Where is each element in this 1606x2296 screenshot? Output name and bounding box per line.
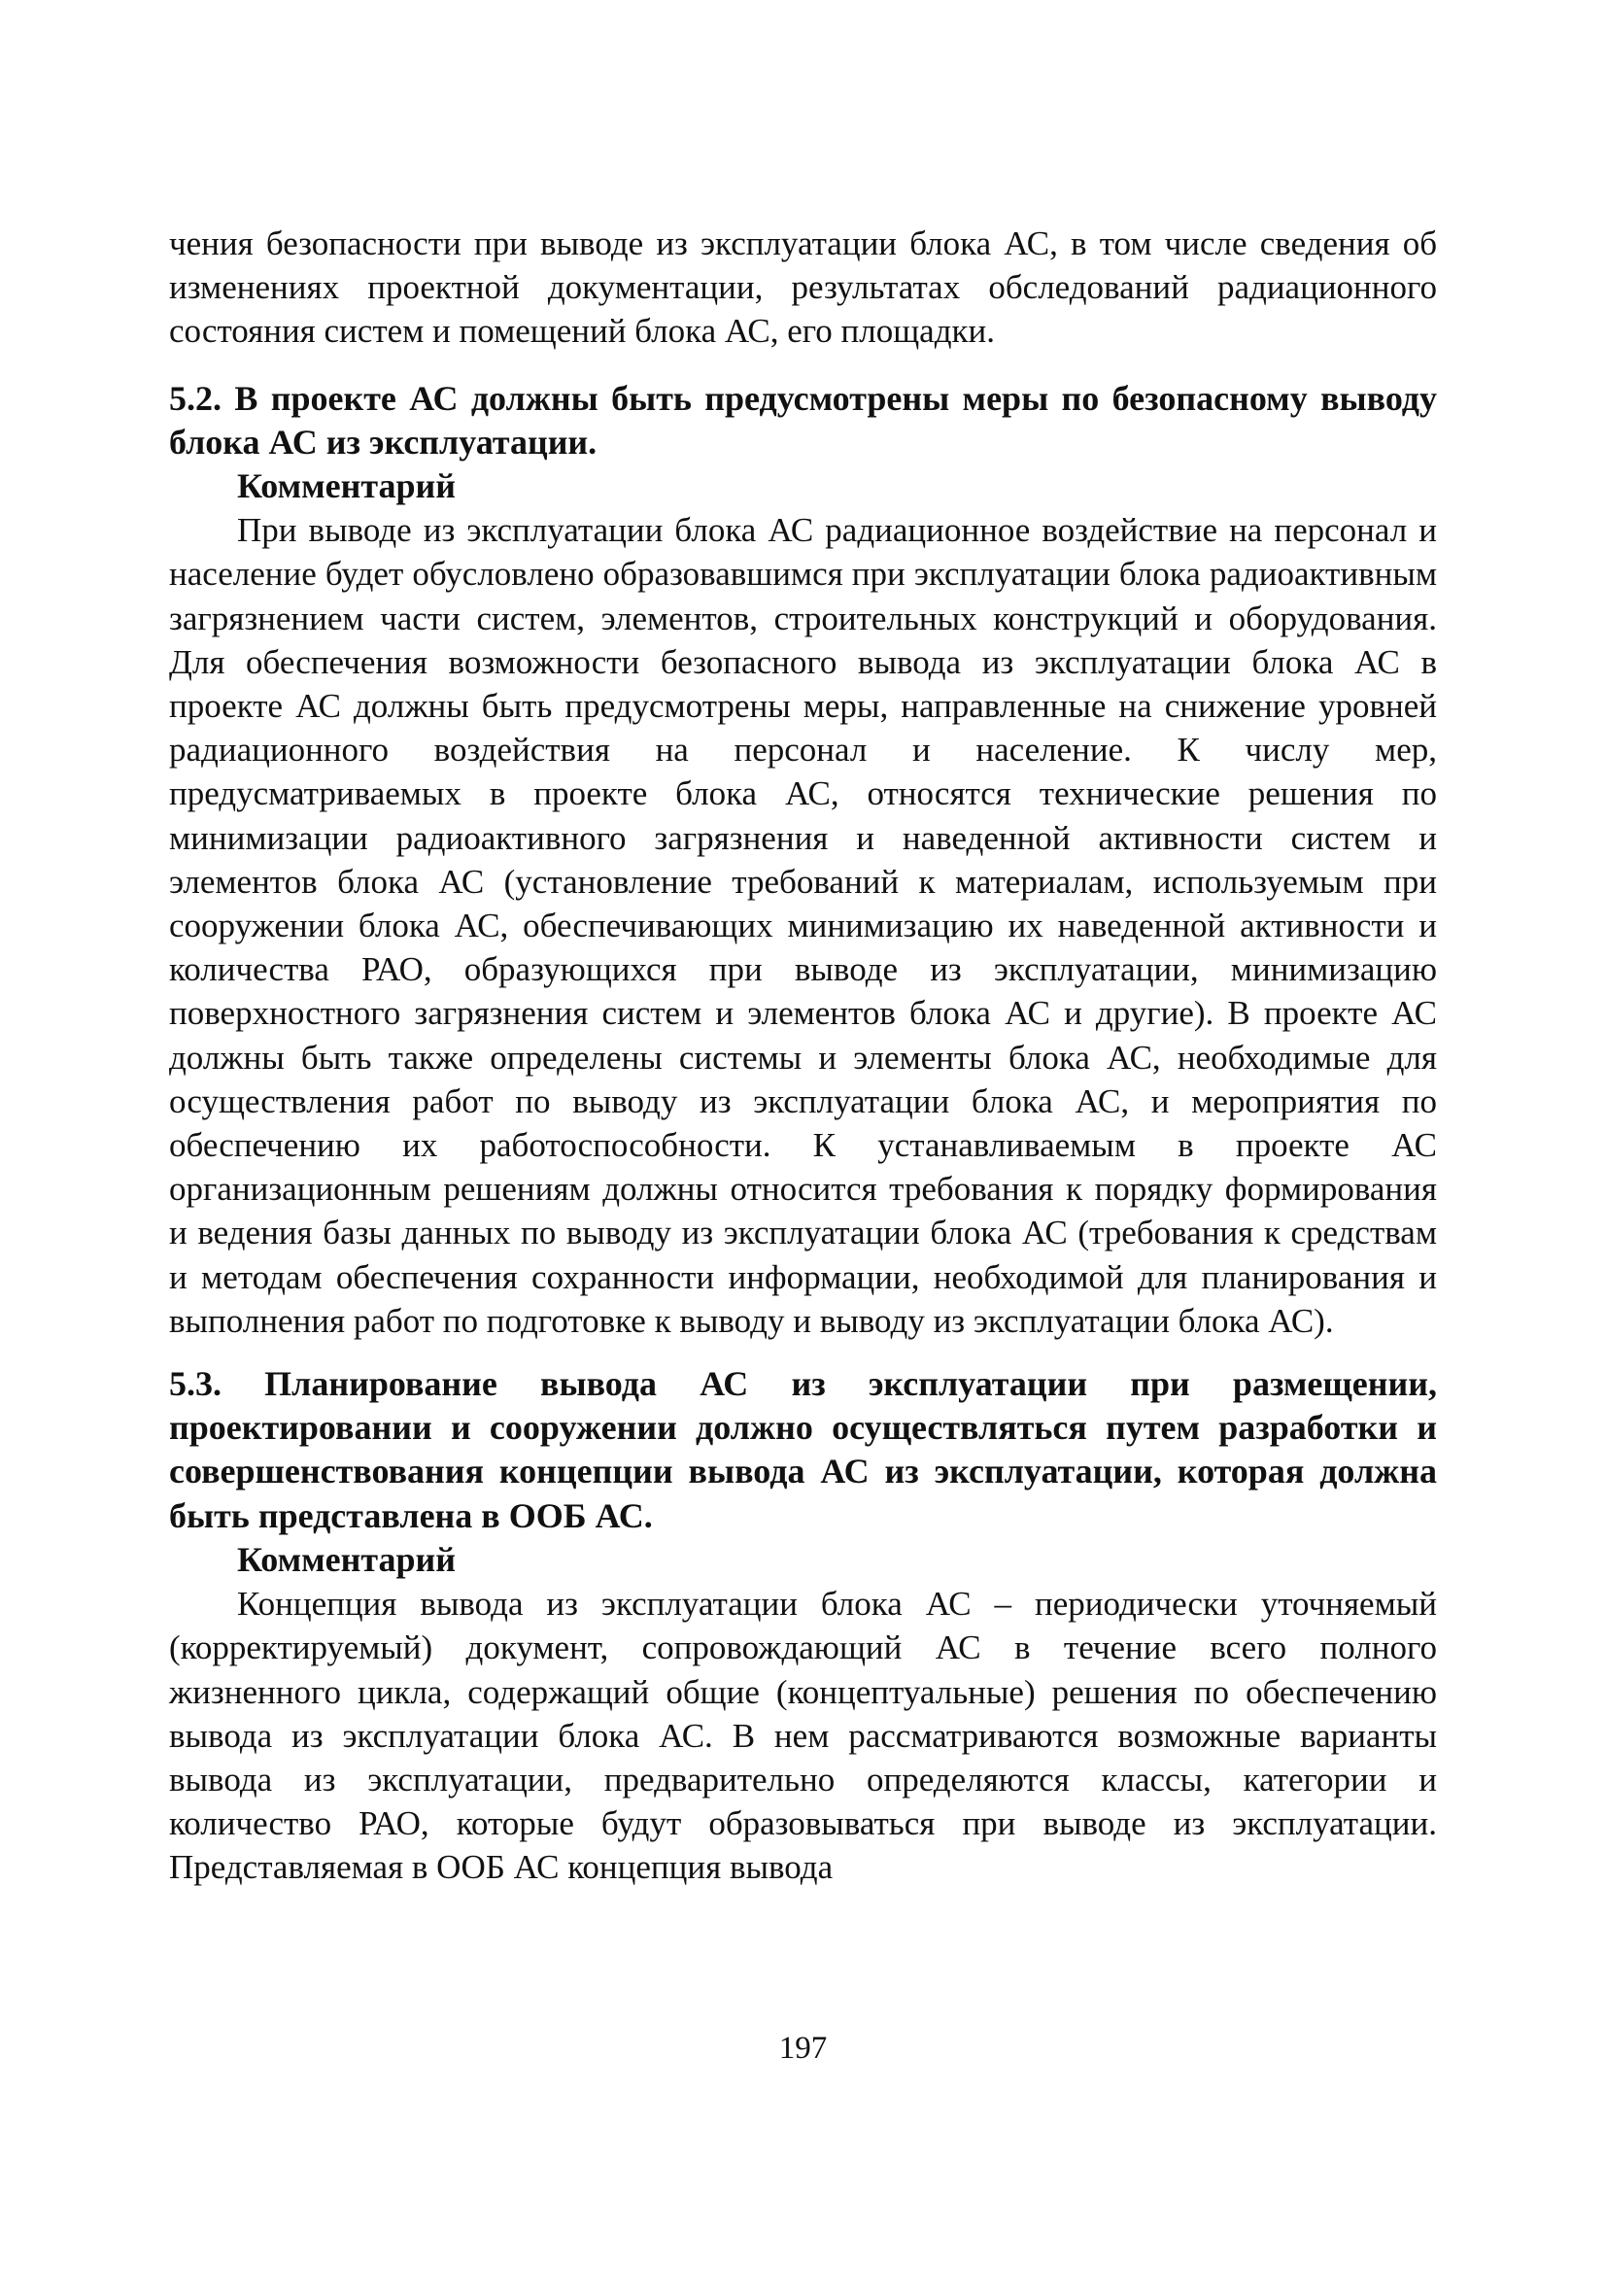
spacer xyxy=(169,354,1437,377)
section-5-3-heading: 5.3. Планирование вывода АС из эксплуатации при размещении, проектировании и сооружении должно осуществляться путем разработки и совершенствования концепции вывода АС из эксплуатации, которая должна быть представлена в ООБ АС. xyxy=(169,1364,1437,1535)
section-5-2-comment-label: Комментарий xyxy=(237,466,457,506)
section-5-2-comment-text: При выводе из эксплуатации блока АС радиационное воздействие на персонал и население будет обусловлено образовавшимся при эксплуатации блока радиоактивным загрязнением части систем, элементов, строительных конструкций и оборудования. Для обеспечения возможности безопасного вывода из эксплуатации блока АС в проекте АС должны быть предусмотрены меры, направленные на снижение уровней радиационного воздействия на персонал и население. К числу мер, предусматриваемых в проекте блока АС, относятся технические решения по минимизации радиоактивного загрязнения и наведенной активности систем и элементов блока АС (установление требований к материалам, используемым при сооружении блока АС, обеспечивающих минимизацию их наведенной активности и количества РАО, образующихся при выводе из эксплуатации, минимизацию поверхностного загрязнения систем и элементов блока АС и другие). В проекте АС должны быть также определены системы и элементы блока АС, необходимые для осуществления работ по выводу из эксплуатации блока АС, и мероприятия по обеспечению их работоспособности. К устанавливаемым в проекте АС организационным решениям должны относится требования к порядку формирования и ведения базы данных по выводу из эксплуатации блока АС (требования к средствам и методам обеспечения сохранности информации, необходимой для планирования и выполнения работ по подготовке к выводу и выводу из эксплуатации блока АС). xyxy=(169,511,1437,1340)
section-5-3-comment-text: Концепция вывода из эксплуатации блока АС – периодически уточняемый (корректируемый) документ, сопровождающий АС в течение всего полного жизненного цикла, содержащий общие (концептуальные) решения по обеспечению вывода из эксплуатации блока АС. В нем рассматриваются возможные варианты вывода из эксплуатации, предварительно определяются классы, категории и количество РАО, которые будут образовываться при выводе из эксплуатации. Представляемая в ООБ АС концепция вывода xyxy=(169,1585,1437,1887)
page-number: 197 xyxy=(778,2031,828,2066)
intro-paragraph: чения безопасности при выводе из эксплуатации блока АС, в том числе сведения об изменениях проектной документации, результатах обследований радиационного состояния систем и помещений блока АС, его площадки. xyxy=(169,224,1437,351)
section-5-3-comment-label: Комментарий xyxy=(237,1539,457,1579)
spacer xyxy=(169,1343,1437,1362)
section-5-2-heading: 5.2. В проекте АС должны быть предусмотрены меры по безопасному выводу блока АС из эксплуатации. xyxy=(169,378,1437,462)
document-page xyxy=(169,222,1437,1890)
